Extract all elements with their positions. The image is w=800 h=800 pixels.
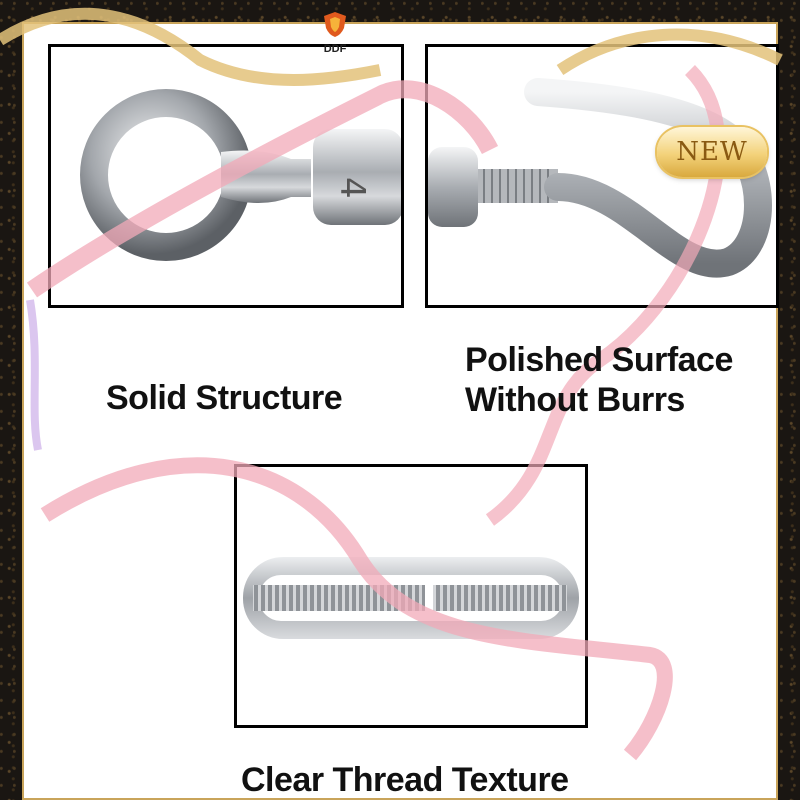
new-badge: NEW xyxy=(657,127,767,177)
caption-solid-structure: Solid Structure xyxy=(106,379,343,417)
shield-crest-icon xyxy=(321,10,349,38)
brand-name: DDF xyxy=(323,43,347,55)
caption-polished-line1: Polished Surface xyxy=(465,341,733,379)
brand-logo xyxy=(313,10,357,55)
svg-text:4: 4 xyxy=(332,177,372,199)
caption-clear-thread: Clear Thread Texture xyxy=(241,761,569,799)
caption-polished-line2: Without Burrs xyxy=(465,381,685,419)
